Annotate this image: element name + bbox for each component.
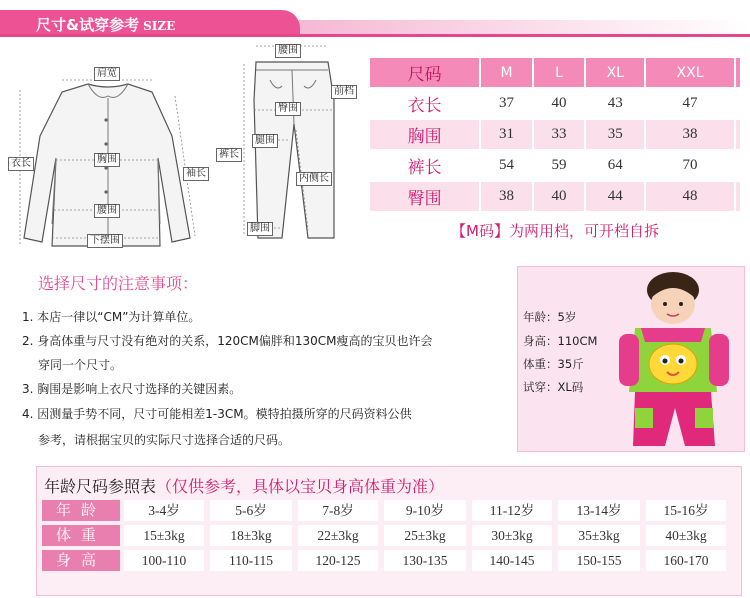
height-cell: 120-125 (298, 550, 378, 571)
height-cell: 110-115 (210, 550, 292, 571)
size-cell: 38 (645, 119, 735, 150)
jacket-label-length: 衣长 (8, 157, 34, 171)
age-table-title-note: （仅供参考，具体以宝贝身高体重为准） (156, 477, 445, 496)
size-cell: 44 (585, 181, 645, 212)
size-cell-blank (735, 150, 741, 181)
header-title (36, 14, 175, 35)
height-cell: 100-110 (124, 550, 204, 571)
weight-cell: 18±3kg (210, 525, 292, 546)
pants-label-length: 裤长 (216, 148, 242, 162)
size-header-cell: L (533, 57, 586, 88)
size-table-row (369, 119, 741, 150)
weight-cell: 40±3kg (646, 525, 726, 546)
size-table-row (369, 181, 741, 212)
model-height: 身高：110CM (523, 334, 598, 348)
size-header-cell: M (480, 57, 533, 88)
weight-cell: 25±3kg (384, 525, 466, 546)
size-cell: 43 (585, 88, 645, 119)
weight-cell: 22±3kg (298, 525, 378, 546)
notes-title: 选择尺寸的注意事项： (38, 274, 199, 293)
model-age: 年龄：5岁 (523, 310, 577, 324)
jacket-label-hem: 下摆围 (87, 234, 123, 248)
size-note: 【M码】为两用档，可开档自拆 (368, 216, 742, 246)
note-line: 4. 因测量手势不同，尺寸可能相差1-3CM。模特拍摄所穿的尺码资料公供 (22, 407, 412, 421)
pants-label-leg-opening: 脚围 (247, 222, 273, 236)
age-cell: 9-10岁 (384, 500, 466, 521)
height-cell: 160-170 (646, 550, 726, 571)
size-cell: 31 (480, 119, 533, 150)
height-cell: 150-155 (558, 550, 640, 571)
model-weight: 体重：35斤 (523, 357, 584, 371)
pants-label-front-rise: 前档 (331, 85, 357, 99)
header-subtitle: SIZE (143, 19, 176, 33)
size-table-row (369, 150, 741, 181)
model-photo (605, 268, 743, 452)
size-header-cell: XL (585, 57, 645, 88)
height-cell: 130-135 (384, 550, 466, 571)
size-row-head: 裤长 (369, 150, 480, 181)
size-cell: 47 (645, 88, 735, 119)
note-line: 1. 本店一律以“CM”为计算单位。 (22, 310, 201, 324)
header-title-text: 尺寸&试穿参考 (36, 16, 140, 34)
size-cell: 70 (645, 150, 735, 181)
age-cell: 13-14岁 (558, 500, 640, 521)
age-cell: 7-8岁 (298, 500, 378, 521)
age-row-head-weight: 体重 (42, 525, 120, 546)
age-table-title-text: 年龄尺码参照表 (44, 477, 157, 496)
size-cell: 40 (533, 88, 586, 119)
age-table-title (44, 474, 444, 497)
pants-label-thigh: 腿围 (252, 134, 278, 148)
jacket-label-shoulder: 肩宽 (94, 67, 120, 81)
jacket-label-sleeve: 袖长 (183, 167, 209, 181)
pants-label-hip: 臀围 (275, 102, 301, 116)
note-line: 穿同一个尺寸。 (38, 358, 123, 372)
size-cell: 33 (533, 119, 586, 150)
size-table-row (369, 88, 741, 119)
weight-cell: 30±3kg (472, 525, 552, 546)
age-cell: 15-16岁 (646, 500, 726, 521)
size-cell: 40 (533, 181, 586, 212)
size-header-blank (735, 57, 741, 88)
size-cell: 64 (585, 150, 645, 181)
header-banner (0, 0, 750, 40)
age-cell: 11-12岁 (472, 500, 552, 521)
jacket-label-waist: 腰围 (94, 204, 120, 218)
size-row-head: 胸围 (369, 119, 480, 150)
size-cell: 37 (480, 88, 533, 119)
age-cell: 5-6岁 (210, 500, 292, 521)
note-line: 3. 胸围是影响上衣尺寸选择的关键因素。 (22, 382, 242, 396)
size-header-cell: 尺码 (369, 57, 480, 88)
size-cell: 35 (585, 119, 645, 150)
age-cell: 3-4岁 (124, 500, 204, 521)
size-cell: 59 (533, 150, 586, 181)
model-size: 试穿：XL码 (523, 380, 584, 394)
size-cell-blank (735, 119, 741, 150)
pants-label-waist: 腰围 (275, 44, 301, 58)
note-line: 参考，请根据宝贝的实际尺寸选择合适的尺码。 (38, 433, 291, 447)
pants-body (254, 62, 334, 238)
age-row-head-height: 身高 (42, 550, 120, 571)
size-header-cell: XXL (645, 57, 735, 88)
size-cell-blank (735, 88, 741, 119)
note-line: 2. 身高体重与尺寸没有绝对的关系，120CM偏胖和130CM瘦高的宝贝也许会 (22, 334, 433, 348)
size-row-head: 臀围 (369, 181, 480, 212)
weight-cell: 35±3kg (558, 525, 640, 546)
height-cell: 140-145 (472, 550, 552, 571)
size-cell: 54 (480, 150, 533, 181)
age-row-head-age: 年龄 (42, 500, 120, 521)
weight-cell: 15±3kg (124, 525, 204, 546)
jacket-label-chest: 胸围 (94, 153, 120, 167)
size-table-header (369, 57, 741, 88)
pants-label-inseam: 内侧长 (296, 172, 332, 186)
size-row-head: 衣长 (369, 88, 480, 119)
size-cell: 48 (645, 181, 735, 212)
size-cell-blank (735, 181, 741, 212)
size-cell: 38 (480, 181, 533, 212)
